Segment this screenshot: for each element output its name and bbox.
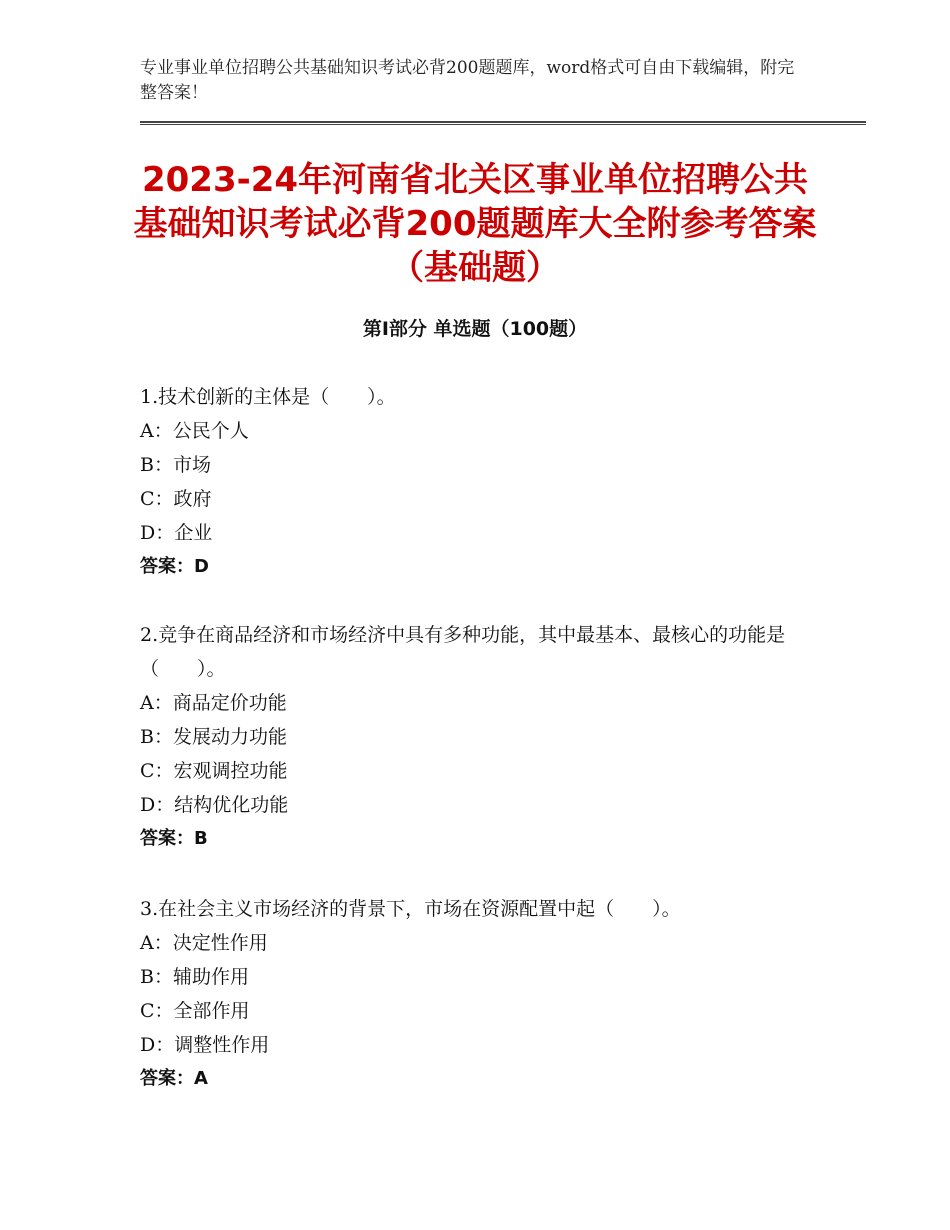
option-a: A：公民个人 bbox=[140, 420, 249, 442]
answer: 答案：D bbox=[140, 556, 209, 577]
answer: 答案：A bbox=[140, 1068, 208, 1089]
question-2 bbox=[140, 618, 820, 856]
question-3 bbox=[140, 892, 820, 1096]
option-b: B：发展动力功能 bbox=[140, 726, 287, 748]
question-stem: 1.技术创新的主体是（ ）。 bbox=[140, 386, 396, 408]
option-a: A：决定性作用 bbox=[140, 932, 268, 954]
option-d: D：调整性作用 bbox=[140, 1034, 270, 1056]
option-c: C：全部作用 bbox=[140, 1000, 250, 1022]
option-c: C：宏观调控功能 bbox=[140, 760, 288, 782]
option-a: A：商品定价功能 bbox=[140, 692, 287, 714]
option-c: C：政府 bbox=[140, 488, 212, 510]
option-d: D：结构优化功能 bbox=[140, 794, 289, 816]
option-b: B：市场 bbox=[140, 454, 211, 476]
section-title: 第Ⅰ部分 单选题（100题） bbox=[362, 318, 588, 340]
header-divider bbox=[140, 121, 866, 125]
option-d: D：企业 bbox=[140, 522, 213, 544]
question-stem: 2.竞争在商品经济和市场经济中具有多种功能，其中最基本、最核心的功能是（ ）。 bbox=[140, 624, 786, 680]
document-title: 2023-24年河南省北关区事业单位招聘公共基础知识考试必背200题题库大全附参考答案（基础题） bbox=[133, 160, 817, 288]
question-1 bbox=[140, 380, 820, 584]
answer: 答案：B bbox=[140, 828, 208, 849]
header-note: 专业事业单位招聘公共基础知识考试必背200题题库，word格式可自由下载编辑，附完整答案！ bbox=[140, 58, 795, 103]
option-b: B：辅助作用 bbox=[140, 966, 249, 988]
question-stem: 3.在社会主义市场经济的背景下，市场在资源配置中起（ ）。 bbox=[140, 898, 681, 920]
